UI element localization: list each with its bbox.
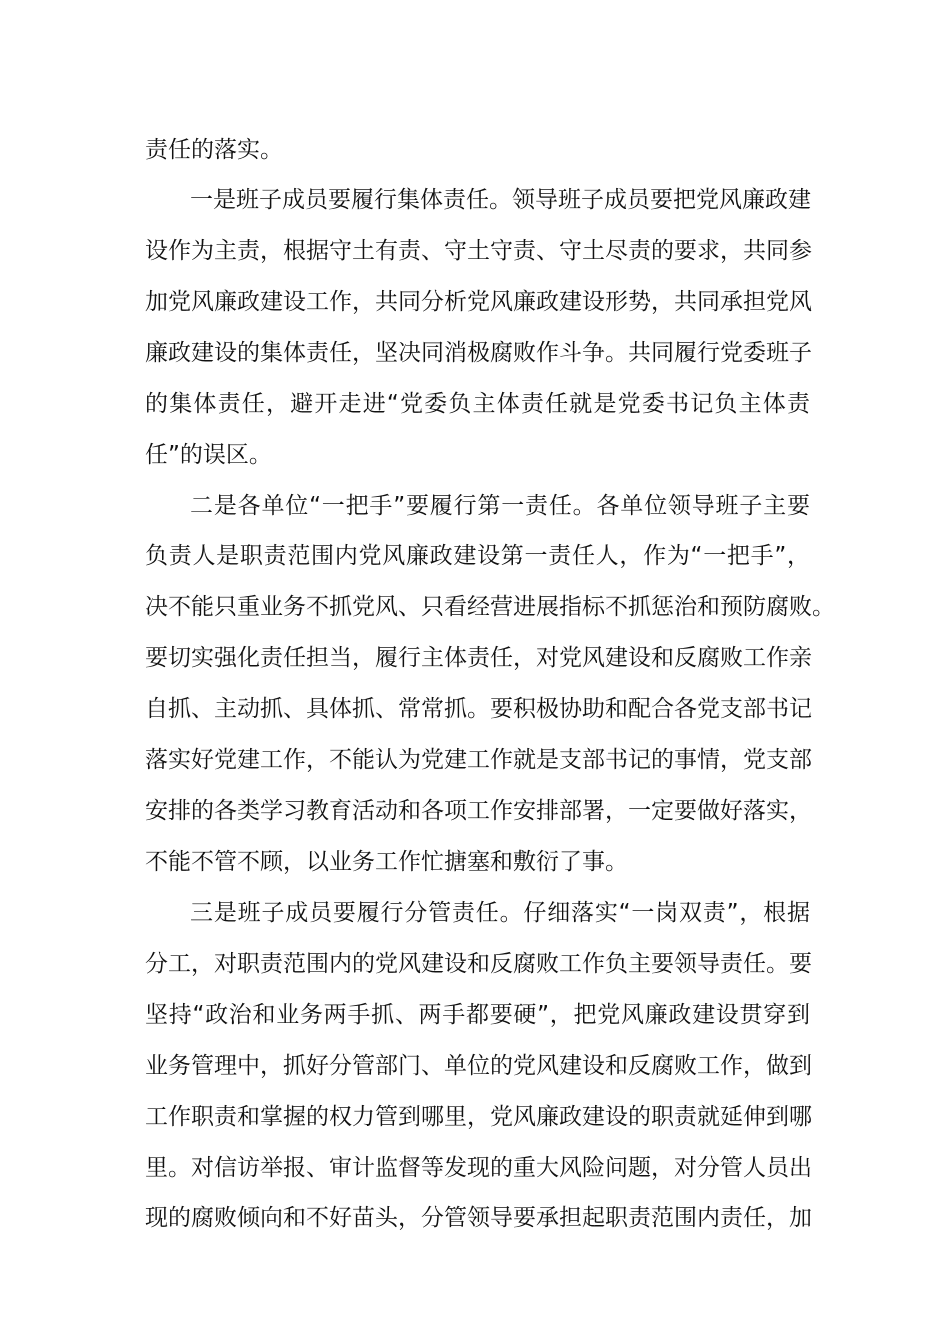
text-line: 坚持“政治和业务两手抓、两手都要硬”，把党风廉政建设贯穿到 bbox=[145, 1002, 810, 1028]
text-line: 现的腐败倾向和不好苗头，分管领导要承担起职责范围内责任，加 bbox=[145, 1205, 812, 1231]
text-line: 要切实强化责任担当，履行主体责任，对党风建设和反腐败工作亲 bbox=[145, 645, 812, 671]
text-line: 廉政建设的集体责任，坚决同消极腐败作斗争。共同履行党委班子 bbox=[145, 340, 812, 366]
text-line: 工作职责和掌握的权力管到哪里，党风廉政建设的职责就延伸到哪 bbox=[145, 1104, 812, 1130]
text-line: 安排的各类学习教育活动和各项工作安排部署，一定要做好落实， bbox=[145, 798, 812, 824]
text-line: 落实好党建工作，不能认为党建工作就是支部书记的事情，党支部 bbox=[145, 747, 812, 773]
text-line: 分工，对职责范围内的党风建设和反腐败工作负主要领导责任。要 bbox=[145, 951, 812, 977]
paragraph-3-line: 三是班子成员要履行分管责任。仔细落实“一岗双责”，根据 bbox=[190, 900, 810, 926]
text-line: 设作为主责，根据守土有责、守土守责、守土尽责的要求，共同参 bbox=[145, 238, 812, 264]
paragraph-2-line: 二是各单位“一把手”要履行第一责任。各单位领导班子主要 bbox=[190, 493, 810, 519]
text-line: 的集体责任，避开走进“党委负主体责任就是党委书记负主体责 bbox=[145, 391, 810, 417]
text-line: 决不能只重业务不抓党风、只看经营进展指标不抓惩治和预防腐败。 bbox=[145, 594, 835, 620]
text-line: 加党风廉政建设工作，共同分析党风廉政建设形势，共同承担党风 bbox=[145, 289, 812, 315]
text-line: 自抓、主动抓、具体抓、常常抓。要积极协助和配合各党支部书记 bbox=[145, 696, 812, 722]
text-line: 责任的落实。 bbox=[145, 137, 283, 163]
text-line: 里。对信访举报、审计监督等发现的重大风险问题，对分管人员出 bbox=[145, 1155, 812, 1181]
text-line: 不能不管不顾，以业务工作忙搪塞和敷衍了事。 bbox=[145, 849, 628, 875]
text-line: 负责人是职责范围内党风廉政建设第一责任人，作为“一把手”， bbox=[145, 543, 810, 569]
text-line: 任”的误区。 bbox=[145, 442, 272, 468]
paragraph-1-line: 一是班子成员要履行集体责任。领导班子成员要把党风廉政建 bbox=[190, 187, 811, 213]
text-line: 业务管理中，抓好分管部门、单位的党风建设和反腐败工作，做到 bbox=[145, 1053, 812, 1079]
